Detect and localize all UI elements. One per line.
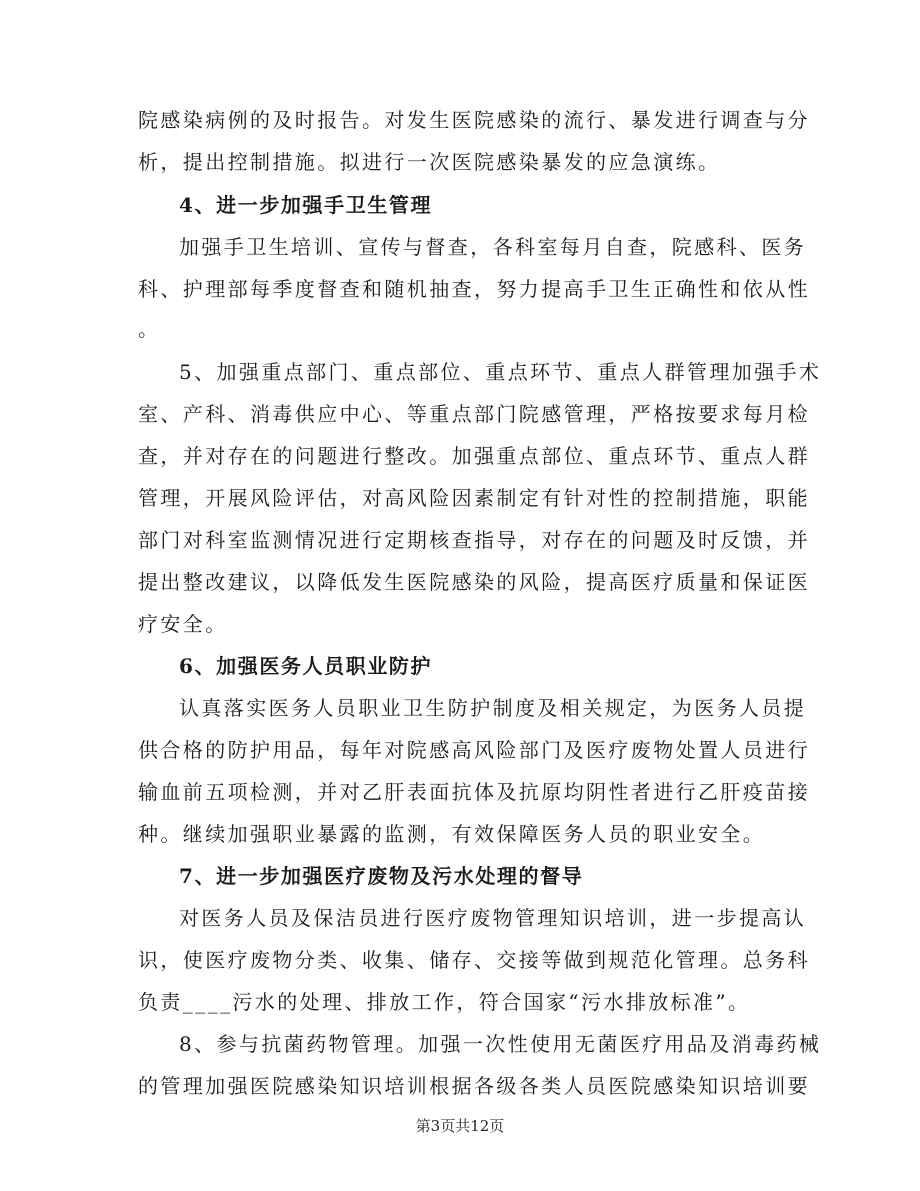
body-text-line: 析，提出控制措施。拟进行一次医院感染暴发的应急演练。 [138,150,721,174]
body-text-line: 负责____污水的处理、排放工作，符合国家“污水排放标准”。 [138,990,751,1014]
body-text-line: 管理，开展风险评估，对高风险因素制定有针对性的控制措施，职能 [138,486,810,510]
section-heading-5: 5、加强重点部门、重点部位、重点环节、重点人群管理加强手术 [179,360,822,384]
body-text-line: 识，使医疗废物分类、收集、储存、交接等做到规范化管理。总务科 [138,948,810,972]
section-heading-7: 7、进一步加强医疗废物及污水处理的督导 [179,864,584,888]
body-text-line: 认真落实医务人员职业卫生防护制度及相关规定，为医务人员提 [179,696,807,720]
body-text-line: 输血前五项检测，并对乙肝表面抗体及抗原均阴性者进行乙肝疫苗接 [138,780,810,804]
body-text-line: 科、护理部每季度督查和随机抽查，努力提高手卫生正确性和依从性 [138,277,810,301]
body-text-line: 部门对科室监测情况进行定期核查指导，对存在的问题及时反馈，并 [138,528,810,552]
body-text-line: 室、产科、消毒供应中心、等重点部门院感管理，严格按要求每月检 [138,402,810,426]
body-text-line: 加强手卫生培训、宣传与督查，各科室每月自查，院感科、医务 [179,235,807,259]
body-text-line: 供合格的防护用品，每年对院感高风险部门及医疗废物处置人员进行 [138,738,810,762]
body-text-line: 院感染病例的及时报告。对发生医院感染的流行、暴发进行调查与分 [138,108,810,132]
body-text-line: 查，并对存在的问题进行整改。加强重点部位、重点环节、重点人群 [138,444,810,468]
section-heading-8: 8、参与抗菌药物管理。加强一次性使用无菌医疗用品及消毒药械 [179,1032,822,1056]
body-text-line: 提出整改建议，以降低发生医院感染的风险，提高医疗质量和保证医 [138,570,810,594]
body-text-line: 的管理加强医院感染知识培训根据各级各类人员医院感染知识培训要 [138,1074,810,1098]
section-heading-6: 6、加强医务人员职业防护 [179,654,433,678]
body-text-line: 。 [138,317,161,341]
body-text-line: 种。继续加强职业暴露的监测，有效保障医务人员的职业安全。 [138,822,766,846]
body-text-line: 疗安全。 [138,612,228,636]
body-text-line: 对医务人员及保洁员进行医疗废物管理知识培训，进一步提高认 [179,906,807,930]
page-number-footer: 第3页共12页 [415,1117,505,1135]
section-heading-4: 4、进一步加强手卫生管理 [179,193,433,217]
